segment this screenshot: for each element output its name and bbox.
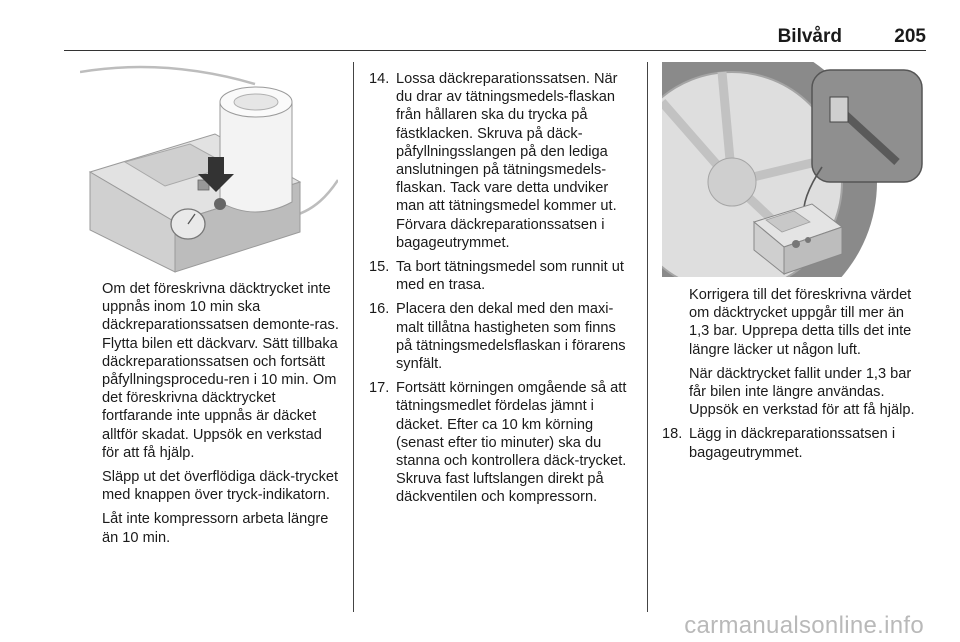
step-number: 16. bbox=[369, 301, 390, 318]
watermark: carmanualsonline.info bbox=[684, 612, 924, 639]
step-18 bbox=[662, 425, 928, 461]
step-text: Lossa däckreparationssatsen. När du drar av tätningsmedels-flaskan från hållaren ska du trycka på fästklacken. Skruva på däck-påfyllningsslangen på den lediga anslutningen på tätningsmedels-flaskan. Tack vare detta undviker man att tätningsmedel kommer ut. Förvara däckreparationssatsen i bagageutrymmet. bbox=[396, 71, 618, 251]
paragraph-compressor-limit: Låt inte kompressorn arbeta längre än 10 min. bbox=[102, 511, 329, 546]
step-number: 18. bbox=[662, 426, 683, 443]
page-number: 205 bbox=[894, 26, 926, 47]
step-text: Fortsätt körningen omgående så att tätningsmedlet fördelas jämnt i däcket. Efter ca 10 km körning (senast efter tio minuter) ska du stanna och kontrollera däck-trycket. Skruva fast luftslangen direkt på däckventilen och kompressorn. bbox=[396, 380, 627, 506]
step-number: 14. bbox=[369, 71, 390, 87]
compressor-illustration bbox=[80, 62, 338, 277]
step-14 bbox=[369, 70, 635, 252]
header-rule bbox=[64, 50, 926, 51]
step-17 bbox=[369, 379, 635, 506]
step-text: Lägg in däckreparationssatsen i bagageutrymmet. bbox=[689, 426, 896, 461]
step-number: 17. bbox=[369, 380, 390, 397]
column-divider-left bbox=[353, 62, 354, 612]
step-number: 15. bbox=[369, 259, 390, 276]
compressor-drawing bbox=[80, 62, 338, 277]
paragraph-pressure-dropped: När däcktrycket fallit under 1,3 bar får bilen inte längre användas. Uppsök en verkstad för att få hjälp. bbox=[689, 365, 915, 419]
step-text: Ta bort tätningsmedel som runnit ut med en trasa. bbox=[396, 259, 624, 294]
column-right-text bbox=[662, 286, 928, 468]
step-16 bbox=[369, 300, 635, 373]
column-divider-right bbox=[647, 62, 648, 612]
column-middle-text bbox=[369, 70, 635, 513]
column-left-text bbox=[102, 280, 342, 553]
step-text: Placera den dekal med den maxi-malt tillåtna hastigheten som finns på tätningsmedelsflaskan i förarens synfält. bbox=[396, 301, 626, 373]
paragraph-release-pressure: Släpp ut det överflödiga däck-trycket med knappen över tryck-indikatorn. bbox=[102, 469, 339, 504]
wheel-drawing bbox=[662, 62, 924, 277]
paragraph-correct-pressure: Korrigera till det föreskrivna värdet om däcktrycket uppgår till mer än 1,3 bar. Upprepa detta tills det inte längre läcker ut någon luft. bbox=[689, 287, 912, 358]
section-title: Bilvård bbox=[777, 26, 842, 47]
wheel-illustration bbox=[662, 62, 924, 277]
step-15 bbox=[369, 258, 635, 294]
paragraph-pressure-not-reached: Om det föreskrivna däcktrycket inte uppnås inom 10 min ska däckreparationssatsen demonte-ras. Flytta bilen ett däckvarv. Sätt tillbaka däckreparationssatsen och fortsätt påfyllningsprocedu-ren i 10 min. Om det föreskrivna däcktrycket fortfarande inte uppnås är däcket alltför skadat. Uppsök en verkstad för att få hjälp. bbox=[102, 281, 339, 461]
